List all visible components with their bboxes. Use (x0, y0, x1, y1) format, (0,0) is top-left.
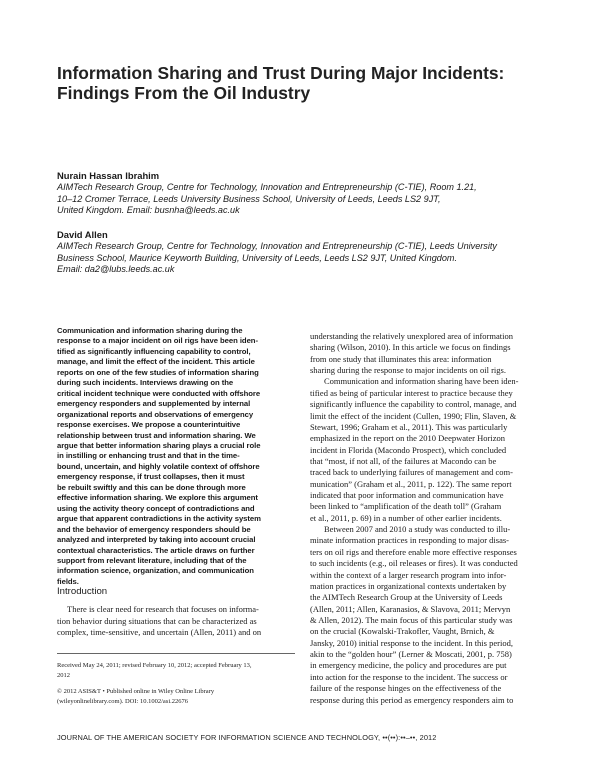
copyright-note (57, 687, 295, 707)
abstract-line: during such incidents. Interviews drawing on the (57, 378, 234, 388)
abstract-line: reports on one of the few studies of information sharing (57, 367, 259, 377)
abstract-line: information science, organization, and communication (57, 566, 254, 576)
journal-footer: JOURNAL OF THE AMERICAN SOCIETY FOR INFORMATION SCIENCE AND TECHNOLOGY, ••(••):••–••, 2012 (57, 733, 437, 742)
intro-line: There is clear need for research that focuses on informa- (67, 604, 259, 614)
body-line: et al., 2011, p. 69) in a number of other earlier incidents. (310, 512, 502, 523)
body-line: munication” (Graham et al., 2011, p. 122). The same report (310, 478, 512, 489)
body-line: Between 2007 and 2010 a study was conducted to illu- (324, 524, 511, 535)
abstract-line: Communication and information sharing during the (57, 326, 243, 335)
affiliation-line: Business School, Maurice Keyworth Building, University of Leeds, Leeds LS2 9JT, United Kingdom. (57, 252, 458, 263)
abstract-line: in instilling or enhancing trust and that in the time- (57, 451, 240, 461)
body-line: into action for the response to the incident. The success or (310, 671, 508, 682)
body-line: been linked to “amplification of the death toll” (Graham (310, 501, 502, 512)
abstract-line: response to a major incident on oil rigs have been iden- (57, 336, 258, 346)
author-name: Nurain Hassan Ibrahim (57, 170, 160, 181)
author-name: David Allen (57, 229, 108, 240)
affiliation-line: United Kingdom. Email: busnha@leeds.ac.uk (57, 205, 240, 216)
footnote-line: © 2012 ASIS&T • Published online in Wiley Online Library (57, 688, 215, 695)
body-line: emphasized in the report on the 2010 Deepwater Horizon (310, 433, 505, 444)
title-line: Information Sharing and Trust During Major Incidents: (57, 63, 505, 83)
body-line: limit the effect of the incident (Cullen, 1990; Flin, Slaven, & (310, 410, 517, 421)
footnote-line: 2012 (57, 672, 70, 680)
received-note (57, 661, 295, 681)
body-line: tified as being of particular interest to practice because they (310, 387, 513, 398)
body-line: incident in Florida (Macondo Prospect), which concluded (310, 444, 507, 455)
abstract-line: emergency responders and supplemented by internal (57, 399, 251, 409)
abstract-line: manage, and limit the effect of the incident. This article (57, 357, 255, 367)
abstract-line: relationship between trust and information sharing. We (57, 430, 256, 440)
body-line: from one study that illuminates this area: information (310, 353, 492, 364)
intro-line: tion behavior during situations that can be characterized as (57, 615, 257, 626)
body-line: significantly influence the capability to control, manage, and (310, 399, 517, 410)
author-affiliation (57, 241, 497, 276)
affiliation-line: AIMTech Research Group, Centre for Technology, Innovation and Entrepreneurship (C-TIE), Leeds University (57, 241, 497, 251)
abstract-line: critical incident technique were conducted with offshore (57, 388, 261, 398)
abstract-line: argue that apparent contradictions in the activity system (57, 514, 261, 524)
author-affiliation (57, 182, 477, 217)
body-line: sharing during the response to major incidents on oil rigs. (310, 365, 506, 376)
abstract-line: using the activity theory concept of contradictions and (57, 503, 255, 513)
abstract (57, 326, 295, 587)
body-line: Communication and information sharing have been iden- (324, 376, 519, 387)
body-line: & Allen, 2012). The main focus of this particular study was (310, 614, 513, 625)
right-column-body (310, 331, 553, 706)
affiliation-line: AIMTech Research Group, Centre for Technology, Innovation and Entrepreneurship (C-TIE), Room 1.21, (57, 182, 477, 192)
affiliation-line: 10–12 Cromer Terrace, Leeds University Business School, University of Leeds, Leeds LS2 9JT, (57, 193, 441, 204)
footnote-line: Received May 24, 2011; revised February 10, 2012; accepted February 13, (57, 662, 252, 669)
abstract-line: response exercises. We propose a counterintuitive (57, 420, 241, 430)
body-line: sharing (Wilson, 2010). In this article we focus on findings (310, 342, 511, 353)
body-line: the AIMTech Research Group at the University of Leeds (310, 592, 503, 603)
footnote-divider (57, 653, 295, 654)
abstract-line: bound, uncertain, and highly volatile context of offshore (57, 461, 260, 471)
abstract-line: and the behavior of emergency responders should be (57, 524, 251, 534)
title-line: Findings From the Oil Industry (57, 83, 311, 103)
body-line: akin to the “golden hour” (Lerner & Moscati, 2001, p. 758) (310, 649, 512, 660)
affiliation-line: Email: da2@lubs.leeds.ac.uk (57, 264, 175, 275)
body-line: to such incidents (e.g., oil releases or fires). It was conducted (310, 558, 518, 569)
body-line: that “most, if not all, of the failures at Macondo can be (310, 455, 497, 466)
abstract-line: organizational reports and observations of emergency (57, 409, 254, 419)
intro-line: complex, time-sensitive, and uncertain (Allen, 2011) and on (57, 627, 262, 638)
body-line: Jansky, 2010) initial response to the incident. In this period, (310, 637, 513, 648)
abstract-line: contextual characteristics. The article draws on further (57, 545, 255, 555)
body-line: in emergency medicine, the policy and procedures are put (310, 660, 507, 671)
abstract-line: analyzed and interpreted by taking into account crucial (57, 535, 256, 545)
body-line: response during this period as emergency responders aim to (310, 694, 514, 705)
body-line: on the crucial (Kowalski-Trakofler, Vaught, Brnich, & (310, 626, 495, 637)
article-title (57, 63, 557, 103)
abstract-line: argue that better information sharing plays a crucial role (57, 440, 261, 450)
body-line: ters on oil rigs and therefore enable more effective responses (310, 546, 517, 557)
abstract-line: fields. (57, 576, 79, 586)
introduction-paragraph (57, 604, 295, 639)
body-line: (Allen, 2011; Allen, Karanasios, & Slavova, 2011; Mervyn (310, 603, 511, 614)
body-line: failure of the response hinges on the effectiveness of the (310, 683, 502, 694)
abstract-line: support from relevant literature, including that of the (57, 555, 247, 565)
body-line: minate information practices in responding to major disas- (310, 535, 509, 546)
body-line: mation practices in organizational contexts undertaken by (310, 580, 507, 591)
abstract-line: effective information sharing. We explore this argument (57, 493, 258, 503)
body-line: understanding the relatively unexplored area of information (310, 331, 513, 341)
section-heading-introduction: Introduction (57, 586, 108, 597)
footnote-line: (wileyonlinelibrary.com). DOI: 10.1002/asi.22676 (57, 698, 188, 706)
body-line: indicated that poor information and communication have (310, 490, 504, 501)
abstract-line: tified as significantly influencing capability to control, (57, 346, 251, 356)
body-line: within the context of a larger research program into infor- (310, 569, 507, 580)
body-line: traced back to underlying failures of management and com- (310, 467, 513, 478)
abstract-line: emergency response, if trust collapses, then it must (57, 472, 245, 482)
body-line: Stewart, 1996; Graham et al., 2011). This was particularly (310, 421, 508, 432)
abstract-line: be rebuilt swiftly and this can be done through more (57, 482, 246, 492)
